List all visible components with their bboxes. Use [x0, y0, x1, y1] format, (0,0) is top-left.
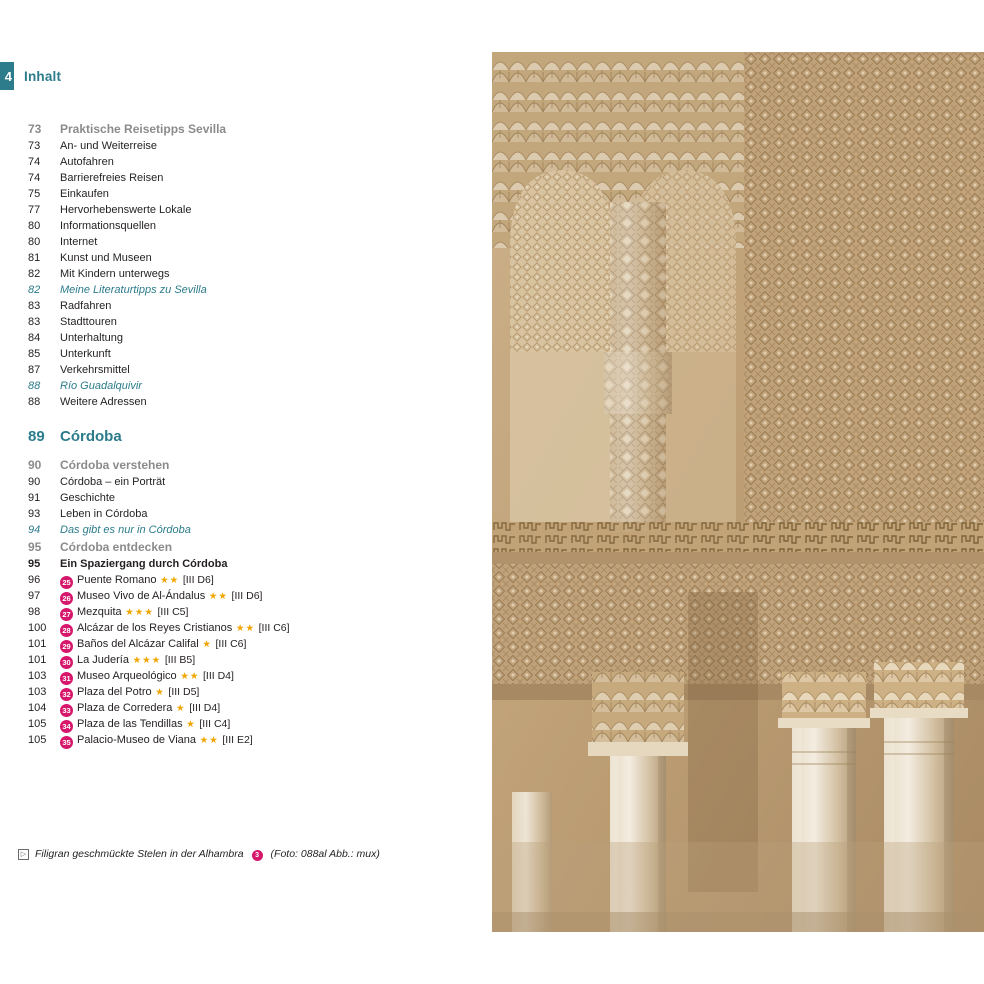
toc-entry[interactable] — [28, 348, 448, 364]
caption-marker-icon: ▷ — [18, 849, 29, 860]
toc-page-number: 103 — [28, 670, 47, 682]
toc-page-number: 84 — [28, 332, 41, 344]
photo-caption — [18, 848, 380, 860]
toc-entry-label: Río Guadalquivir — [60, 380, 142, 392]
toc-entry-label: Unterkunft — [60, 348, 111, 360]
toc-entry-label: Barrierefreies Reisen — [60, 172, 164, 184]
toc-entry-label: Córdoba verstehen — [60, 458, 170, 472]
poi-map-grid-reference: [III D5] — [168, 686, 200, 698]
poi-number-badge: 27 — [60, 608, 73, 621]
toc-page-number: 103 — [28, 686, 47, 698]
toc-entry[interactable] — [28, 252, 448, 268]
toc-entry-label — [60, 686, 448, 699]
toc-entry-label: Das gibt es nur in Córdoba — [60, 524, 191, 536]
toc-entry-label: Internet — [60, 236, 98, 248]
poi-rating-stars: ★★★ — [121, 607, 158, 618]
toc-page-number: 104 — [28, 702, 47, 714]
toc-entry[interactable] — [28, 156, 448, 172]
poi-name: Museo Vivo de Al-Ándalus — [77, 590, 206, 602]
toc-entry-label: Meine Literaturtipps zu Sevilla — [60, 284, 207, 296]
toc-page-number: 93 — [28, 508, 41, 520]
poi-rating-stars: ★★ — [205, 591, 232, 602]
toc-entry-label: Geschichte — [60, 492, 116, 504]
toc-page-number: 95 — [28, 558, 41, 570]
toc-poi-row[interactable] — [28, 670, 448, 686]
toc-section-heading[interactable] — [28, 122, 448, 140]
poi-map-grid-reference: [III C5] — [157, 606, 189, 618]
toc-entry-label — [60, 734, 448, 747]
poi-name: Plaza del Potro — [77, 686, 152, 698]
poi-name: Palacio-Museo de Viana — [77, 734, 197, 746]
poi-name: Baños del Alcázar Califal — [77, 638, 199, 650]
toc-entry[interactable] — [28, 508, 448, 524]
toc-page-number: 85 — [28, 348, 41, 360]
toc-poi-row[interactable] — [28, 734, 448, 750]
toc-page-number: 74 — [28, 172, 41, 184]
toc-entry[interactable] — [28, 332, 448, 348]
poi-rating-stars: ★ — [182, 719, 200, 730]
toc-entry[interactable] — [28, 284, 448, 300]
toc-entry-label: Leben in Córdoba — [60, 508, 148, 520]
toc-page-number: 94 — [28, 524, 41, 536]
toc-entry-label — [60, 718, 448, 731]
poi-name: Museo Arqueológico — [77, 670, 177, 682]
toc-poi-row[interactable] — [28, 590, 448, 606]
toc-entry[interactable] — [28, 204, 448, 220]
toc-page-number: 77 — [28, 204, 41, 216]
toc-entry-label — [60, 670, 448, 683]
poi-map-grid-reference: [III D6] — [231, 590, 263, 602]
toc-page-number: 87 — [28, 364, 41, 376]
toc-poi-row[interactable] — [28, 606, 448, 622]
toc-entry[interactable] — [28, 364, 448, 380]
toc-page-number: 81 — [28, 252, 41, 264]
toc-entry[interactable] — [28, 396, 448, 412]
toc-entry-label: Córdoba entdecken — [60, 540, 173, 554]
poi-number-badge: 28 — [60, 624, 73, 637]
page-title: Inhalt — [24, 68, 62, 84]
poi-map-grid-reference: [III D6] — [182, 574, 214, 586]
toc-page-number: 90 — [28, 476, 41, 488]
poi-number-badge: 31 — [60, 672, 73, 685]
toc-poi-row[interactable] — [28, 638, 448, 654]
poi-number-badge: 32 — [60, 688, 73, 701]
toc-entry-label — [60, 622, 448, 635]
toc-entry-label — [60, 638, 448, 651]
toc-page-number: 82 — [28, 284, 41, 296]
toc-page-number: 80 — [28, 236, 41, 248]
toc-entry-label: Hervorhebenswerte Lokale — [60, 204, 192, 216]
toc-entry[interactable] — [28, 316, 448, 332]
toc-poi-row[interactable] — [28, 654, 448, 670]
caption-text-after: (Foto: 088al Abb.: mux) — [270, 848, 380, 860]
toc-entry-label — [60, 574, 448, 587]
toc-page-number: 100 — [28, 622, 47, 634]
poi-map-grid-reference: [III D4] — [189, 702, 221, 714]
poi-name: Plaza de las Tendillas — [77, 718, 183, 730]
toc-page-number: 80 — [28, 220, 41, 232]
page-header — [0, 62, 61, 90]
toc-entry-label: An- und Weiterreise — [60, 140, 158, 152]
toc-section-heading[interactable] — [28, 540, 448, 558]
poi-rating-stars: ★★ — [196, 735, 223, 746]
toc-entry-label: Informationsquellen — [60, 220, 157, 232]
toc-page-number: 89 — [28, 428, 45, 445]
photo-illustration — [492, 52, 984, 932]
toc-page-number: 101 — [28, 654, 47, 666]
poi-rating-stars: ★ — [151, 687, 169, 698]
toc-entry-label: Ein Spaziergang durch Córdoba — [60, 558, 228, 570]
toc-entry-label: Verkehrsmittel — [60, 364, 130, 376]
toc-entry[interactable] — [28, 558, 448, 574]
toc-page-number: 75 — [28, 188, 41, 200]
caption-poi-number: 3 — [252, 850, 263, 861]
toc-page-number: 97 — [28, 590, 41, 602]
poi-map-grid-reference: [III B5] — [164, 654, 196, 666]
poi-name: Puente Romano — [77, 574, 157, 586]
toc-entry-label — [60, 654, 448, 667]
toc-entry-label: Kunst und Museen — [60, 252, 152, 264]
poi-rating-stars: ★★ — [156, 575, 183, 586]
toc-entry-label: Autofahren — [60, 156, 114, 168]
toc-entry-label: Córdoba — [60, 428, 122, 445]
toc-entry-label: Einkaufen — [60, 188, 109, 200]
poi-map-grid-reference: [III C6] — [258, 622, 290, 634]
poi-name: La Judería — [77, 654, 129, 666]
poi-rating-stars: ★★ — [176, 671, 203, 682]
poi-number-badge: 30 — [60, 656, 73, 669]
toc-page-number: 95 — [28, 540, 42, 554]
toc-page-number: 88 — [28, 380, 41, 392]
poi-number-badge: 29 — [60, 640, 73, 653]
toc-entry-label: Radfahren — [60, 300, 112, 312]
folio-number: 4 — [0, 62, 14, 90]
toc-entry[interactable] — [28, 476, 448, 492]
toc-entry[interactable] — [28, 380, 448, 396]
poi-map-grid-reference: [III E2] — [222, 734, 253, 746]
toc-entry[interactable] — [28, 236, 448, 252]
toc-entry[interactable] — [28, 188, 448, 204]
toc-entry[interactable] — [28, 492, 448, 508]
toc-entry-label: Mit Kindern unterwegs — [60, 268, 170, 280]
poi-map-grid-reference: [III C6] — [215, 638, 247, 650]
toc-page-number: 83 — [28, 300, 41, 312]
toc-page-number: 73 — [28, 122, 42, 136]
toc-page-number: 105 — [28, 718, 47, 730]
toc-page-number: 98 — [28, 606, 41, 618]
toc-poi-row[interactable] — [28, 718, 448, 734]
toc-entry[interactable] — [28, 268, 448, 284]
toc-poi-row[interactable] — [28, 686, 448, 702]
toc-entry-label: Córdoba – ein Porträt — [60, 476, 166, 488]
toc-page-number: 83 — [28, 316, 41, 328]
poi-name: Mezquita — [77, 606, 122, 618]
caption-text-before: Filigran geschmückte Stelen in der Alhambra — [35, 848, 244, 860]
poi-number-badge: 34 — [60, 720, 73, 733]
poi-rating-stars: ★★ — [232, 623, 259, 634]
poi-number-badge: 26 — [60, 592, 73, 605]
poi-rating-stars: ★ — [172, 703, 190, 714]
toc-entry-label — [60, 702, 448, 715]
toc-page-number: 101 — [28, 638, 47, 650]
toc-entry[interactable] — [28, 140, 448, 156]
poi-map-grid-reference: [III D4] — [203, 670, 234, 682]
toc-page-number: 105 — [28, 734, 47, 746]
toc-entry[interactable] — [28, 300, 448, 316]
toc-entry-label: Unterhaltung — [60, 332, 123, 344]
toc-page-number: 74 — [28, 156, 41, 168]
poi-number-badge: 35 — [60, 736, 73, 749]
toc-page-number: 88 — [28, 396, 41, 408]
toc-entry-label: Praktische Reisetipps Sevilla — [60, 122, 227, 136]
toc-entry-label — [60, 590, 448, 603]
poi-name: Plaza de Corredera — [77, 702, 173, 714]
toc-page-number: 73 — [28, 140, 41, 152]
toc-poi-row[interactable] — [28, 702, 448, 718]
toc-entry-label: Weitere Adressen — [60, 396, 147, 408]
toc-entry-label — [60, 606, 448, 619]
poi-name: Alcázar de los Reyes Cristianos — [77, 622, 233, 634]
poi-map-grid-reference: [III C4] — [199, 718, 231, 730]
toc-page-number: 82 — [28, 268, 41, 280]
poi-number-badge: 33 — [60, 704, 73, 717]
toc-poi-row[interactable] — [28, 622, 448, 638]
toc-page-number: 90 — [28, 458, 42, 472]
toc-entry[interactable] — [28, 220, 448, 236]
toc-page-number: 91 — [28, 492, 41, 504]
toc-entry[interactable] — [28, 172, 448, 188]
toc-section-heading[interactable] — [28, 458, 448, 476]
toc-page-number: 96 — [28, 574, 41, 586]
poi-rating-stars: ★★★ — [128, 655, 165, 666]
alhambra-photo — [492, 52, 984, 932]
poi-rating-stars: ★ — [198, 639, 216, 650]
table-of-contents — [28, 122, 448, 750]
toc-chapter[interactable] — [28, 428, 448, 450]
toc-entry[interactable] — [28, 524, 448, 540]
toc-poi-row[interactable] — [28, 574, 448, 590]
poi-number-badge: 25 — [60, 576, 73, 589]
toc-entry-label: Stadttouren — [60, 316, 117, 328]
